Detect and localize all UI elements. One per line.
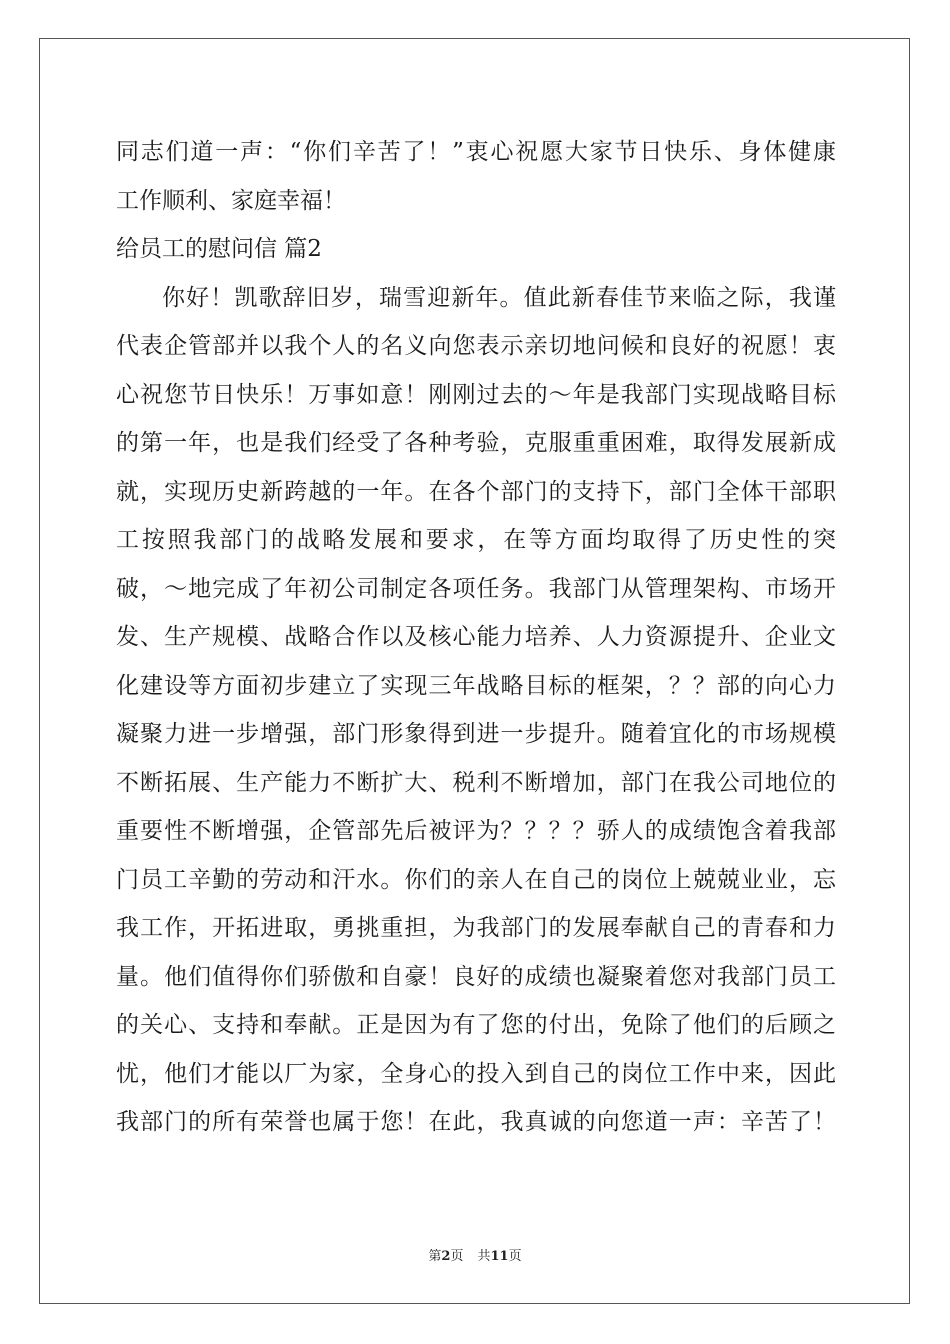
body-line: 量。他们值得你们骄傲和自豪！良好的成绩也凝聚着您对我部门员工 <box>116 963 836 990</box>
page-current: 2 <box>441 1249 451 1264</box>
body-line: 就，实现历史新跨越的一年。在各个部门的支持下，部门全体干部职 <box>116 478 836 505</box>
page-prefix: 第 <box>428 1249 442 1264</box>
total-prefix: 共 <box>477 1249 491 1264</box>
body-line: 工作顺利、家庭幸福！ <box>116 187 346 214</box>
body-line: 我部门的所有荣誉也属于您！在此，我真诚的向您道一声：辛苦了！ <box>116 1109 836 1135</box>
body-line: 你好！凯歌辞旧岁，瑞雪迎新年。值此新春佳节来临之际，我谨 <box>162 284 836 311</box>
body-line: 凝聚力进一步增强，部门形象得到进一步提升。随着宜化的市场规模 <box>116 721 836 747</box>
body-line: 忧，他们才能以厂为家，全身心的投入到自己的岗位工作中来，因此 <box>116 1060 836 1087</box>
page-total: 11 <box>490 1249 509 1264</box>
total-suffix: 页 <box>508 1249 522 1264</box>
body-line: 的第一年，也是我们经受了各种考验，克服重重困难，取得发展新成 <box>116 430 836 456</box>
page-footer <box>0 1245 950 1264</box>
body-line: 发、生产规模、战略合作以及核心能力培养、人力资源提升、企业文 <box>116 624 836 650</box>
body-line: 重要性不断增强，企管部先后被评为？？？？骄人的成绩饱含着我部 <box>116 818 836 844</box>
body-line: 代表企管部并以我个人的名义向您表示亲切地问候和良好的祝愿！衷 <box>116 333 836 359</box>
page-suffix: 页 <box>450 1249 464 1264</box>
document-body <box>116 128 836 1147</box>
body-line: 我工作，开拓进取，勇挑重担，为我部门的发展奉献自己的青春和力 <box>116 915 836 941</box>
body-line: 同志们道一声：“你们辛苦了！”衷心祝愿大家节日快乐、身体健康 <box>116 139 836 165</box>
body-line: 心祝您节日快乐！万事如意！刚刚过去的～年是我部门实现战略目标 <box>116 381 836 408</box>
body-line: 破，～地完成了年初公司制定各项任务。我部门从管理架构、市场开 <box>116 575 836 602</box>
body-line: 化建设等方面初步建立了实现三年战略目标的框架，？？部的向心力 <box>116 672 836 699</box>
body-line: 的关心、支持和奉献。正是因为有了您的付出，免除了他们的后顾之 <box>116 1012 836 1038</box>
body-line: 不断拓展、生产能力不断扩大、税利不断增加，部门在我公司地位的 <box>116 769 836 796</box>
body-line: 工按照我部门的战略发展和要求，在等方面均取得了历史性的突 <box>116 527 836 553</box>
section-heading: 给员工的慰问信 篇2 <box>116 236 322 262</box>
body-line: 门员工辛勤的劳动和汗水。你们的亲人在自己的岗位上兢兢业业，忘 <box>116 866 836 893</box>
